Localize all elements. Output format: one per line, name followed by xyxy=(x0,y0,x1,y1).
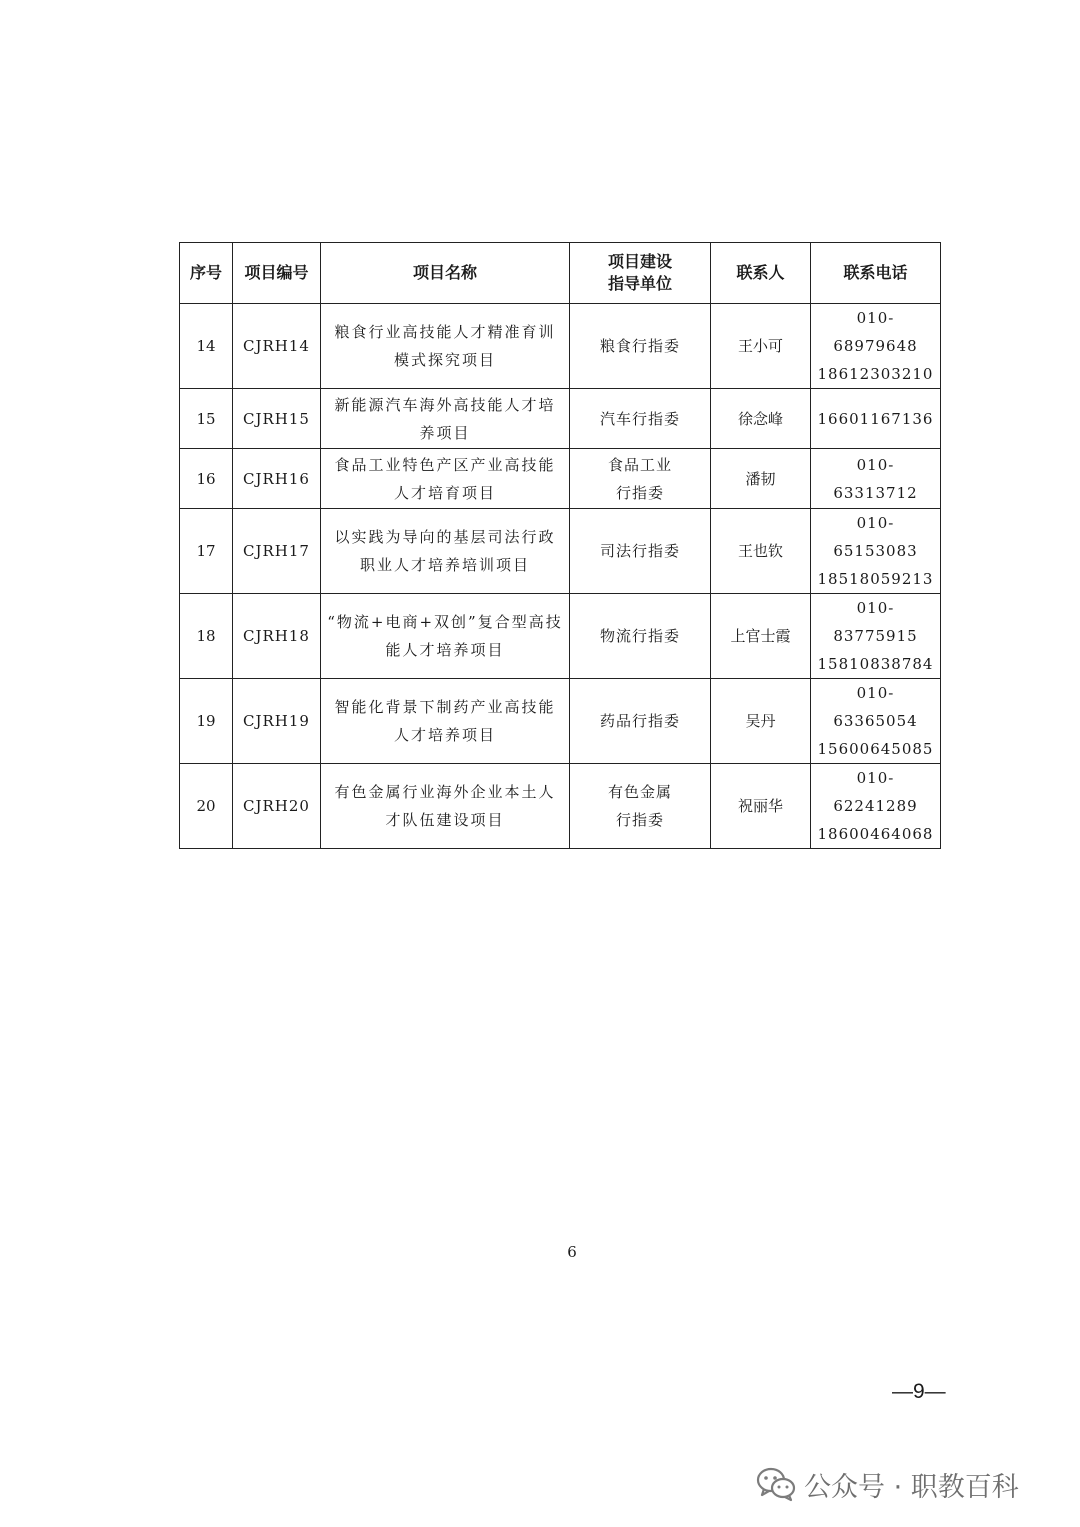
cell-phone xyxy=(811,679,941,764)
header-phone: 联系电话 xyxy=(811,243,941,304)
cell-seq: 14 xyxy=(180,304,233,389)
cell-contact: 吴丹 xyxy=(711,679,811,764)
cell-unit xyxy=(570,679,711,764)
cell-name-line: 粮食行业高技能人才精准育训 xyxy=(334,323,556,341)
table-row xyxy=(180,509,941,594)
outer-page-number: —9— xyxy=(892,1380,946,1403)
cell-name xyxy=(321,594,570,679)
cell-phone-line: 010-63365054 xyxy=(833,684,918,730)
cell-unit-line: 行指委 xyxy=(615,811,664,829)
cell-unit xyxy=(570,449,711,509)
cell-seq: 20 xyxy=(180,764,233,849)
cell-name-line: 能人才培养项目 xyxy=(385,641,505,659)
cell-name-line: 新能源汽车海外高技能人才培 xyxy=(334,395,556,414)
cell-name xyxy=(321,764,570,849)
cell-name xyxy=(321,389,570,449)
cell-phone xyxy=(811,389,941,449)
cell-name-line: 职业人才培养培训项目 xyxy=(359,556,530,574)
cell-phone-line: 18518059213 xyxy=(817,570,934,588)
cell-name xyxy=(321,449,570,509)
inner-page-number: 6 xyxy=(567,1243,577,1261)
cell-name-line: 养项目 xyxy=(419,423,471,442)
watermark-text: 公众号 · 职教百科 xyxy=(804,1471,1019,1503)
cell-code: CJRH14 xyxy=(233,304,321,389)
cell-unit xyxy=(570,594,711,679)
cell-contact: 王小可 xyxy=(711,304,811,389)
cell-name-line: “物流+电商+双创”复合型高技 xyxy=(327,613,563,631)
cell-unit-line: 行指委 xyxy=(615,483,664,502)
cell-unit xyxy=(570,389,711,449)
cell-name-line: 人才培养项目 xyxy=(393,726,496,744)
table-row xyxy=(180,304,941,389)
cell-name-line: 才队伍建设项目 xyxy=(385,811,505,829)
cell-phone-line: 15810838784 xyxy=(817,655,934,673)
cell-seq: 19 xyxy=(180,679,233,764)
cell-code: CJRH17 xyxy=(233,509,321,594)
cell-phone-line: 18612303210 xyxy=(817,365,934,383)
cell-unit xyxy=(570,764,711,849)
cell-name-line: 模式探究项目 xyxy=(393,351,496,369)
header-seq: 序号 xyxy=(180,243,233,304)
header-code: 项目编号 xyxy=(233,243,321,304)
table-header-row xyxy=(180,243,941,304)
cell-phone-line: 16601167136 xyxy=(817,409,934,428)
cell-name-line: 人才培育项目 xyxy=(393,483,496,502)
projects-table xyxy=(179,242,941,849)
cell-unit-line: 有色金属 xyxy=(607,783,672,801)
cell-unit-line: 药品行指委 xyxy=(599,712,680,730)
cell-phone-line: 010-65153083 xyxy=(833,514,918,560)
cell-name-line: 以实践为导向的基层司法行政 xyxy=(334,528,556,546)
cell-unit xyxy=(570,509,711,594)
cell-unit-line: 粮食行指委 xyxy=(599,337,680,355)
cell-name xyxy=(321,304,570,389)
cell-unit-line: 汽车行指委 xyxy=(599,409,680,428)
cell-contact: 王也钦 xyxy=(711,509,811,594)
cell-unit-line: 物流行指委 xyxy=(599,627,680,645)
table-row xyxy=(180,594,941,679)
cell-unit-line: 司法行指委 xyxy=(599,542,680,560)
cell-name xyxy=(321,509,570,594)
table-row xyxy=(180,679,941,764)
cell-phone-line: 18600464068 xyxy=(817,825,934,843)
table-row xyxy=(180,389,941,449)
cell-seq: 17 xyxy=(180,509,233,594)
cell-name-line: 有色金属行业海外企业本土人 xyxy=(334,783,556,801)
header-contact: 联系人 xyxy=(711,243,811,304)
watermark xyxy=(756,1462,1019,1506)
cell-code: CJRH15 xyxy=(233,389,321,449)
cell-contact: 上官士霞 xyxy=(711,594,811,679)
cell-phone-line: 15600645085 xyxy=(817,740,934,758)
cell-phone-line: 010-68979648 xyxy=(833,309,918,355)
cell-unit-line: 食品工业 xyxy=(607,455,672,474)
table-body xyxy=(180,304,941,849)
cell-phone-line: 010-63313712 xyxy=(833,455,918,502)
cell-code: CJRH18 xyxy=(233,594,321,679)
cell-phone xyxy=(811,764,941,849)
cell-unit xyxy=(570,304,711,389)
cell-phone xyxy=(811,449,941,509)
cell-name xyxy=(321,679,570,764)
table-row xyxy=(180,449,941,509)
cell-code: CJRH19 xyxy=(233,679,321,764)
cell-name-line: 智能化背景下制药产业高技能 xyxy=(334,698,556,716)
cell-contact: 潘韧 xyxy=(711,449,811,509)
cell-seq: 15 xyxy=(180,389,233,449)
table-row xyxy=(180,764,941,849)
cell-contact: 徐念峰 xyxy=(711,389,811,449)
cell-seq: 18 xyxy=(180,594,233,679)
cell-phone xyxy=(811,594,941,679)
cell-phone xyxy=(811,509,941,594)
cell-phone-line: 010-62241289 xyxy=(833,769,918,815)
header-unit: 项目建设 指导单位 xyxy=(570,243,711,304)
cell-name-line: 食品工业特色产区产业高技能 xyxy=(334,455,556,474)
cell-contact: 祝丽华 xyxy=(711,764,811,849)
cell-code: CJRH16 xyxy=(233,449,321,509)
cell-phone-line: 010-83775915 xyxy=(833,599,918,645)
wechat-icon xyxy=(756,1466,796,1502)
header-name: 项目名称 xyxy=(321,243,570,304)
cell-seq: 16 xyxy=(180,449,233,509)
cell-code: CJRH20 xyxy=(233,764,321,849)
cell-phone xyxy=(811,304,941,389)
